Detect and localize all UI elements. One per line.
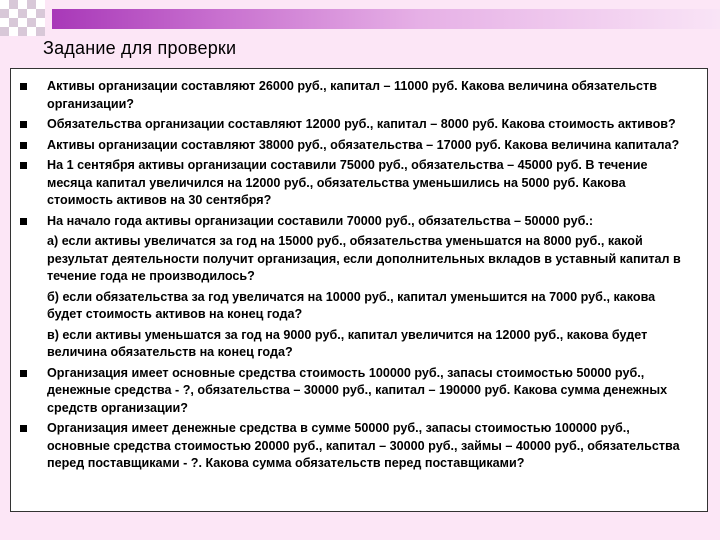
list-item-text: Активы организации составляют 38000 руб., обязательства – 17000 руб. Какова величина капитала? — [47, 137, 680, 152]
square-bullet-icon — [20, 162, 27, 169]
list-item — [11, 420, 707, 473]
checker-square — [27, 27, 36, 36]
checker-square — [9, 18, 18, 27]
checker-square — [0, 18, 9, 27]
list-item-text: Организация имеет денежные средства в сумме 50000 руб., запасы стоимостью 100000 руб., основные средства стоимостью 20000 руб., капитал – 30000 руб., займы – 40000 руб., обязательства перед поставщиками - ?. Какова сумма обязательств перед поставщиками? — [47, 421, 680, 470]
task-list — [11, 78, 707, 476]
checker-square — [0, 9, 9, 18]
square-bullet-icon — [20, 83, 27, 90]
list-item — [11, 213, 707, 231]
square-bullet-icon — [20, 142, 27, 149]
checker-square — [18, 18, 27, 27]
sub-item: в) если активы уменьшатся за год на 9000 руб., капитал увеличится на 12000 руб., какова будет величина обязательств на конец года? — [47, 327, 648, 359]
checker-square — [36, 27, 45, 36]
checker-square — [27, 18, 36, 27]
checker-square — [36, 18, 45, 27]
checker-square — [27, 9, 36, 18]
header-gradient-bar — [52, 9, 720, 29]
checker-square — [9, 27, 18, 36]
list-item — [11, 78, 707, 113]
checker-square — [36, 0, 45, 9]
list-item-text: Активы организации составляют 26000 руб., капитал – 11000 руб. Какова величина обязательств организации? — [47, 79, 657, 111]
sub-item: б) если обязательства за год увеличатся на 10000 руб., капитал уменьшится на 7000 руб., какова будет стоимость активов на конец года? — [47, 289, 656, 321]
checker-square — [18, 0, 27, 9]
sub-item: а) если активы увеличатся за год на 15000 руб., обязательства уменьшатся на 8000 руб., какой результат деятельности получит организация, если дополнительных вкладов в уставный капитал в течение года не производилось? — [47, 234, 681, 283]
checker-square — [9, 9, 18, 18]
checker-square — [0, 0, 9, 9]
checker-square — [36, 9, 45, 18]
checker-square — [18, 27, 27, 36]
list-item — [11, 157, 707, 210]
checker-square — [0, 27, 9, 36]
list-item-text: Организация имеет основные средства стоимость 100000 руб., запасы стоимостью 50000 руб., денежные средства - ?, обязательства – 30000 руб., капитал – 190000 руб. Какова сумма денежных средств организации? — [47, 365, 668, 415]
square-bullet-icon — [20, 121, 27, 128]
list-item-text: На начало года активы организации составили 70000 руб., обязательства – 50000 руб.: — [47, 213, 594, 228]
checker-square — [18, 9, 27, 18]
checker-square — [27, 0, 36, 9]
list-item-text: На 1 сентября активы организации составили 75000 руб., обязательства – 45000 руб. В течение месяца капитал увеличился на 12000 руб., обязательства уменьшились на 5000 руб. Какова стоимость активов на 30 сентября? — [47, 158, 648, 207]
square-bullet-icon — [20, 370, 27, 377]
list-item — [11, 137, 707, 155]
checker-square — [9, 0, 18, 9]
list-item — [11, 365, 707, 418]
square-bullet-icon — [20, 425, 27, 432]
list-item-text: Обязательства организации составляют 12000 руб., капитал – 8000 руб. Какова стоимость активов? — [47, 117, 676, 131]
list-item — [11, 116, 707, 134]
page-title: Задание для проверки — [43, 38, 237, 58]
square-bullet-icon — [20, 218, 27, 225]
content-panel — [10, 68, 708, 512]
